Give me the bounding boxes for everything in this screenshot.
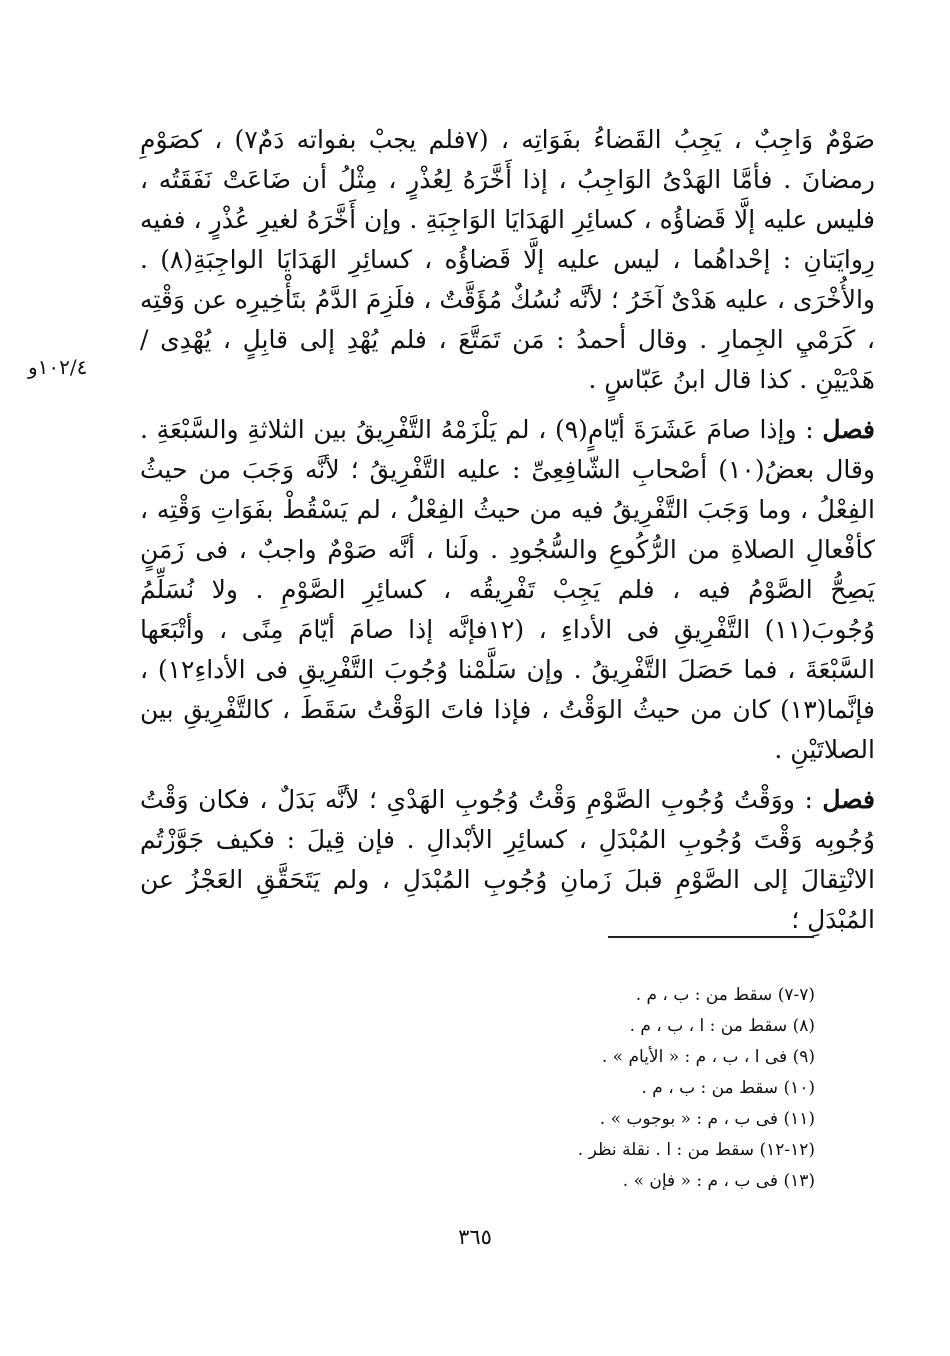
footnotes (360, 980, 815, 1197)
page-number: ٣٦٥ (458, 1225, 492, 1249)
footnote: (٧-٧) سقط من : ب ، م . (635, 985, 815, 1005)
footnote: (١٢-١٢) سقط من : ا . نقلة نظر . (577, 1140, 815, 1160)
paragraph-1-text: صَوْمٌ وَاجِبٌ ، يَجِبُ القَضاءُ بفَوَاتِه ، (٧فلم يجبْ بفواته دَمٌ٧) ، كصَوْمِ رمضانَ . فأمَّا الهَدْىُ الوَاجِبُ ، إذا أَخَّرَهُ لِعُذْرٍ ، مِثْلُ أن ضَاعَتْ نَفَقَتُه ، فليس عليه إلَّا قَضاؤُه ، كسائِرِ الهَدَايَا الوَاجِبَةِ . وإن أَخَّرَهُ لغيرِ عُذْرٍ ، ففيه رِوايَتانِ : إحْداهُما ، ليس عليه إلَّا قَضاؤُه ، كسائِرِ الهَدَايَا الواجِبَةِ(٨) . والأُخْرَى ، عليه هَدْىٌ آخَرُ ؛ لأنَّه نُسُكٌ مُؤَقَّتٌ ، فلَزِمَ الدَّمُ بتَأْخِيرِه عن وَقْتِه ، كَرَمْيِ الجِمارِ . وقال أحمدُ : مَن تَمَتَّعَ ، فلم يُهْدِ إلى قابِلٍ ، يُهْدِى / هَدْيَيْنِ . كذا قال ابنُ عَبّاسٍ . (140, 125, 875, 394)
paragraph-3-text: : ووَقْتُ وُجُوبِ الصَّوْمِ وَقْتُ وُجُوبِ الهَدْىِ ؛ لأنَّه بَدَلٌ ، فكان وَقْتُ وُجُوبِه وَقْتَ وُجُوبِ المُبْدَلِ ، كسائِرِ الأبْدالِ . فإن قِيلَ : فكيف جَوَّزْتُم الانْتِقالَ إلى الصَّوْمِ قبلَ زَمانِ وُجُوبِ المُبْدَلِ ، ولم يَتَحَقَّقِ العَجْزُ عن المُبْدَلِ ؛ (140, 785, 875, 934)
section-heading-fasl: فصل (822, 785, 875, 814)
footnote: (٨) سقط من : ا ، ب ، م . (629, 1016, 815, 1036)
footnote: (٩) فى ا ، ب ، م : « الأيام » . (601, 1047, 815, 1067)
section-heading-fasl: فصل (822, 415, 875, 444)
footnote: (١١) فى ب ، م : « بوجوب » . (599, 1109, 815, 1129)
footnote: (١٣) فى ب ، م : « فإن » . (622, 1171, 815, 1191)
paragraph-1 (140, 120, 875, 400)
footnote: (١٠) سقط من : ب ، م . (641, 1078, 815, 1098)
footnote-divider (608, 936, 814, 938)
paragraph-2-text: : وإذا صامَ عَشَرَةَ أيّامٍ(٩) ، لم يَلْزَمْهُ التَّفْرِيقُ بين الثلاثةِ والسَّبْعَةِ . وقال بعضُ(١٠) أصْحابِ الشّافِعِىِّ : عليه التَّفْرِيقُ ؛ لأنَّه وَجَبَ من حيثُ الفِعْلُ ، وما وَجَبَ التَّفْرِيقُ فيه من حيثُ الفِعْلُ ، لم يَسْقُطْ بفَوَاتِ وَقْتِه ، كأفْعالِ الصلاةِ من الرُّكُوعِ والسُّجُودِ . ولَنا ، أنَّه صَوْمٌ واجبٌ ، فى زَمَنٍ يَصِحُّ الصَّوْمُ فيه ، فلم يَجِبْ تَفْرِيقُه ، كسائِرِ الصَّوْمِ . ولا نُسَلِّمُ وُجُوبَ(١١) التَّفْرِيقِ فى الأداءِ ، (١٢فإنَّه إذا صامَ أيّامَ مِنًى ، وأتْبَعَها السَّبْعَةَ ، فما حَصَلَ التَّفْرِيقُ . وإن سَلَّمْنا وُجُوبَ التَّفْرِيقِ فى الأداءِ١٢) ، فإنَّما(١٣) كان من حيثُ الوَقْتُ ، فإذا فاتَ الوَقْتُ سَقَطَ ، كالتَّفْرِيقِ بين الصلاتَيْنِ . (140, 415, 876, 764)
margin-folio-reference: ١٠٢/٤و (28, 355, 88, 379)
main-text (140, 120, 875, 940)
paragraph-3 (140, 780, 875, 940)
paragraph-2 (140, 410, 875, 770)
